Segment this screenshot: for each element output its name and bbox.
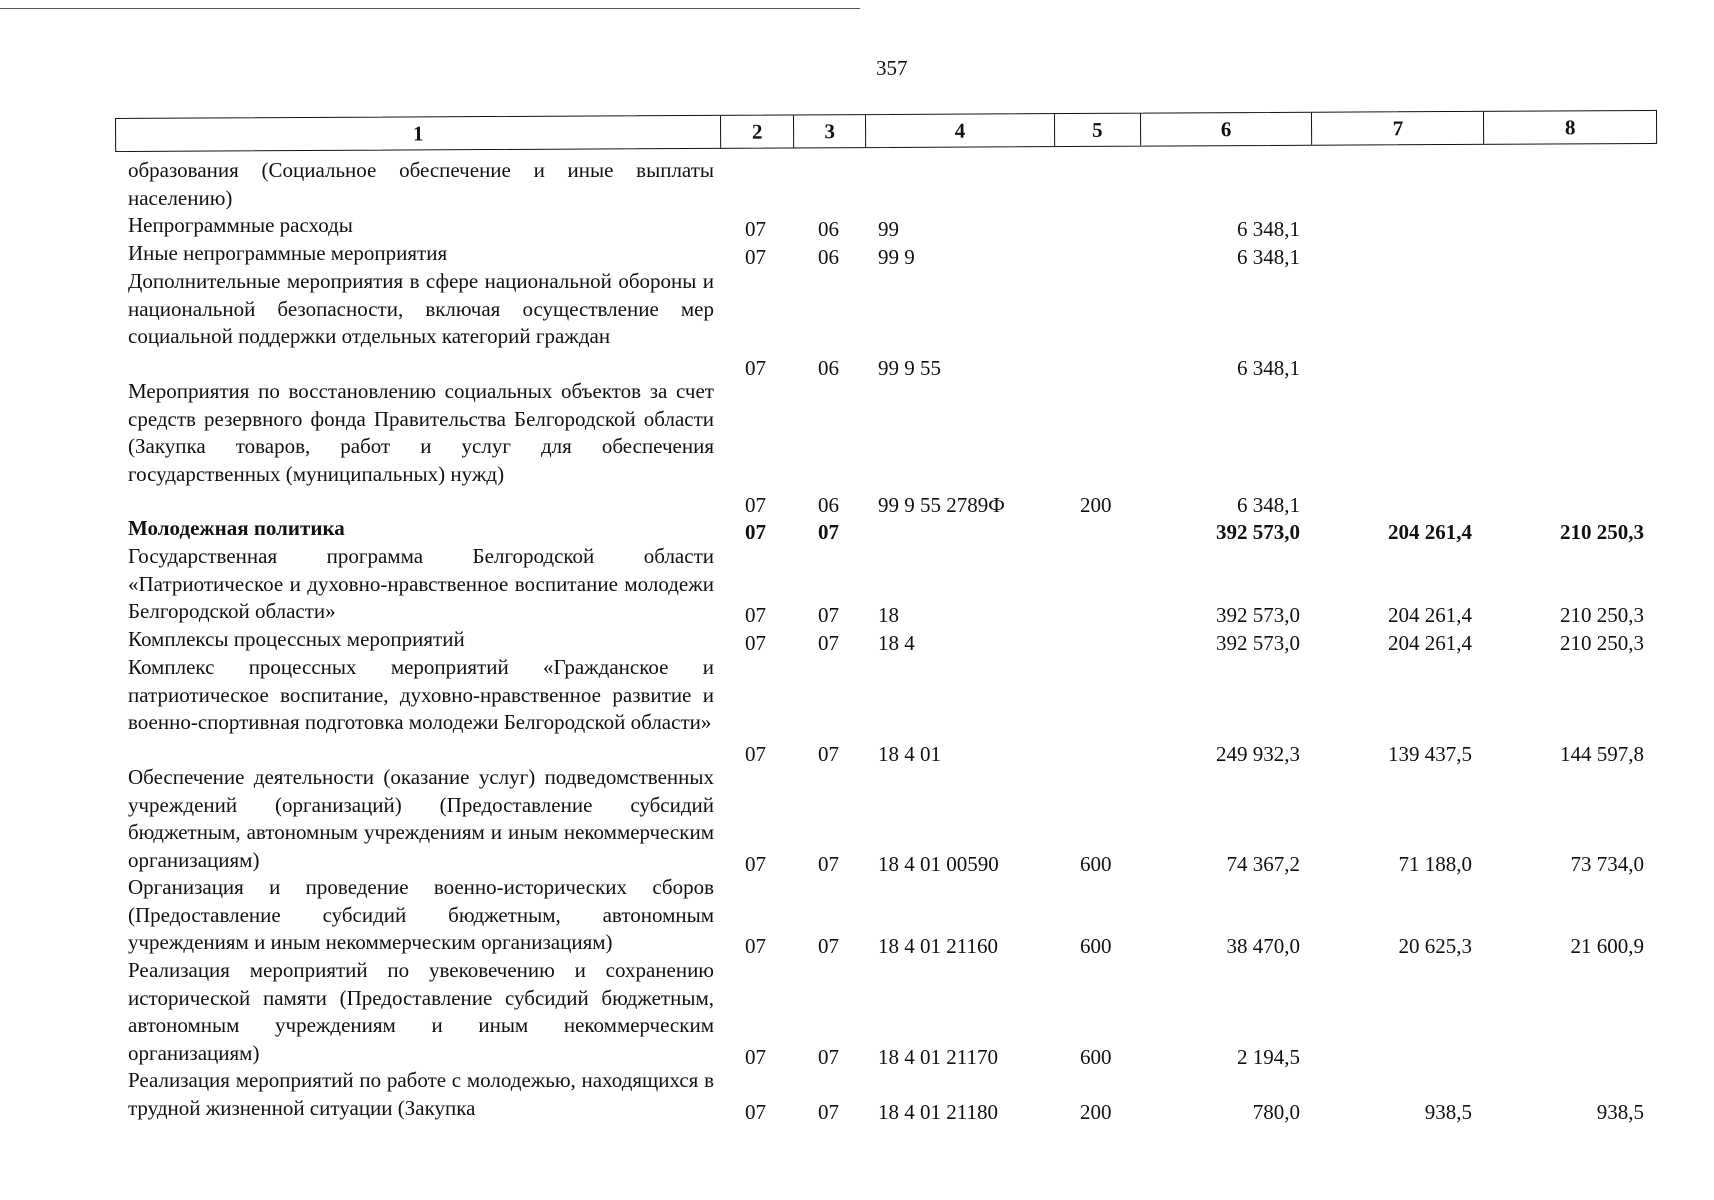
row-cell-c7: 938,5: [1424, 1099, 1472, 1124]
row-cell-c4: 99 9: [878, 245, 915, 269]
row-cell-c3: 07: [818, 520, 839, 544]
row-cell-c7: 204 261,4: [1388, 603, 1472, 627]
row-cell-c7: 204 261,4: [1388, 631, 1472, 655]
row-cell-c4: 99 9 55: [878, 355, 941, 380]
row-cell-c5: 600: [1080, 851, 1112, 876]
row-cell-c2: 07: [745, 631, 766, 655]
row-cell-c2: 07: [745, 245, 766, 269]
row-cell-c8: 938,5: [1596, 1099, 1644, 1124]
row-cell-c3: 06: [818, 217, 839, 241]
row-cell-c6: 6 348,1: [1237, 493, 1300, 517]
row-cell-c3: 07: [818, 1099, 839, 1124]
row-cell-c5: 600: [1080, 1044, 1112, 1069]
row-cell-c2: 07: [745, 934, 766, 958]
row-cell-c3: 07: [818, 851, 839, 876]
row-description: Реализация мероприятий по увековечению и сохранению исторической памяти (Предоставление субсидий бюджетным, автономным учреждениям и иным некоммерческим организациям): [128, 958, 714, 1065]
row-cell-c3: 06: [818, 493, 839, 517]
row-cell-c3: 06: [818, 245, 839, 269]
row-cell-c2: 07: [745, 741, 766, 766]
row-cell-c4: 99 9 55 2789Ф: [878, 493, 1005, 517]
row-cell-c2: 07: [745, 217, 766, 241]
row-description: Иные непрограммные мероприятия: [128, 241, 448, 265]
row-cell-c8: 144 597,8: [1560, 741, 1644, 766]
row-cell-c3: 06: [818, 355, 839, 380]
row-cell-c8: 210 250,3: [1560, 603, 1644, 627]
row-cell-c2: 07: [745, 355, 766, 380]
header-col-8: 8: [1564, 114, 1576, 139]
header-col-4: 4: [866, 114, 1055, 147]
row-cell-c6: 392 573,0: [1216, 603, 1300, 627]
row-cell-c3: 07: [818, 603, 839, 627]
row-cell-c4: 18 4 01 21170: [878, 1044, 998, 1069]
header-col-1: 1: [116, 116, 721, 151]
row-description: Молодежная политика: [128, 516, 345, 540]
row-cell-c4: 18 4 01 00590: [878, 851, 999, 876]
row-description: Организация и проведение военно-исторических сборов (Предоставление субсидий бюджетным, автономным учреждениям и иным некоммерческим организациям): [128, 875, 714, 954]
row-cell-c4: 99: [878, 217, 899, 241]
row-cell-c2: 07: [745, 520, 766, 544]
row-cell-c4: 18 4 01 21180: [878, 1099, 998, 1124]
row-cell-c6: 6 348,1: [1237, 217, 1300, 241]
row-cell-c8: 21 600,9: [1570, 934, 1644, 958]
row-cell-c8: 210 250,3: [1560, 520, 1644, 544]
row-description: Комплексы процессных мероприятий: [128, 627, 465, 651]
header-col-3: 3: [794, 115, 866, 147]
row-description: Дополнительные мероприятия в сфере национальной обороны и национальной безопасности, включая осуществление мер социальной поддержки отдельных категорий граждан: [128, 269, 714, 348]
row-cell-c6: 2 194,5: [1237, 1044, 1300, 1069]
row-cell-c5: 200: [1080, 493, 1112, 517]
row-cell-c6: 74 367,2: [1226, 851, 1300, 876]
row-cell-c6: 38 470,0: [1226, 934, 1300, 958]
row-cell-c4: 18: [878, 603, 899, 627]
row-cell-c3: 07: [818, 741, 839, 766]
row-cell-c7: 20 625,3: [1398, 934, 1472, 958]
header-col-6: 6: [1141, 113, 1313, 146]
row-cell-c8: 73 734,0: [1570, 851, 1644, 876]
row-cell-c6: 6 348,1: [1237, 355, 1300, 380]
row-cell-c7: 139 437,5: [1388, 741, 1472, 766]
header-col-7: 7: [1312, 112, 1484, 145]
row-description: Обеспечение деятельности (оказание услуг) подведомственных учреждений (организаций) (Предоставление субсидий бюджетным, автономным учреждениям и иным некоммерческим организациям): [128, 765, 714, 872]
page-number: 357: [876, 56, 908, 80]
row-cell-c5: 600: [1080, 934, 1112, 958]
row-cell-c5: 200: [1080, 1099, 1112, 1124]
row-cell-c3: 07: [818, 934, 839, 958]
row-cell-c6: 6 348,1: [1237, 245, 1300, 269]
header-col-2: 2: [721, 115, 794, 147]
row-description: Реализация мероприятий по работе с молодежью, находящихся в трудной жизненной ситуации (Закупка: [128, 1068, 714, 1120]
row-description: Мероприятия по восстановлению социальных объектов за счет средств резервного фонда Правительства Белгородской области (Закупка товаров, работ и услуг для обеспечения государственных (муниципальных) нужд): [128, 379, 714, 486]
row-cell-c4: 18 4: [878, 631, 915, 655]
row-cell-c8: 210 250,3: [1560, 631, 1644, 655]
row-description: Государственная программа Белгородской области «Патриотическое и духовно-нравственное воспитание молодежи Белгородской области»: [128, 544, 714, 623]
row-description: образования (Социальное обеспечение и иные выплаты населению): [128, 158, 714, 210]
row-cell-c6: 392 573,0: [1216, 631, 1300, 655]
row-cell-c2: 07: [745, 1044, 766, 1069]
row-cell-c7: 204 261,4: [1388, 520, 1472, 544]
row-cell-c4: 18 4 01 21160: [878, 934, 998, 958]
row-cell-c6: 780,0: [1252, 1099, 1300, 1124]
row-cell-c7: 71 188,0: [1398, 851, 1472, 876]
row-cell-c3: 07: [818, 631, 839, 655]
header-col-5: 5: [1055, 114, 1141, 146]
row-cell-c3: 07: [818, 1044, 839, 1069]
row-cell-c2: 07: [745, 603, 766, 627]
row-cell-c2: 07: [745, 493, 766, 517]
row-cell-c6: 392 573,0: [1216, 520, 1300, 544]
row-cell-c2: 07: [745, 851, 766, 876]
row-description: Комплекс процессных мероприятий «Гражданское и патриотическое воспитание, духовно-нравственное развитие и военно-спортивная подготовка молодежи Белгородской области»: [128, 655, 714, 734]
row-description: Непрограммные расходы: [128, 213, 353, 237]
row-cell-c2: 07: [745, 1099, 766, 1124]
row-cell-c4: 18 4 01: [878, 741, 941, 766]
row-cell-c6: 249 932,3: [1216, 741, 1300, 766]
